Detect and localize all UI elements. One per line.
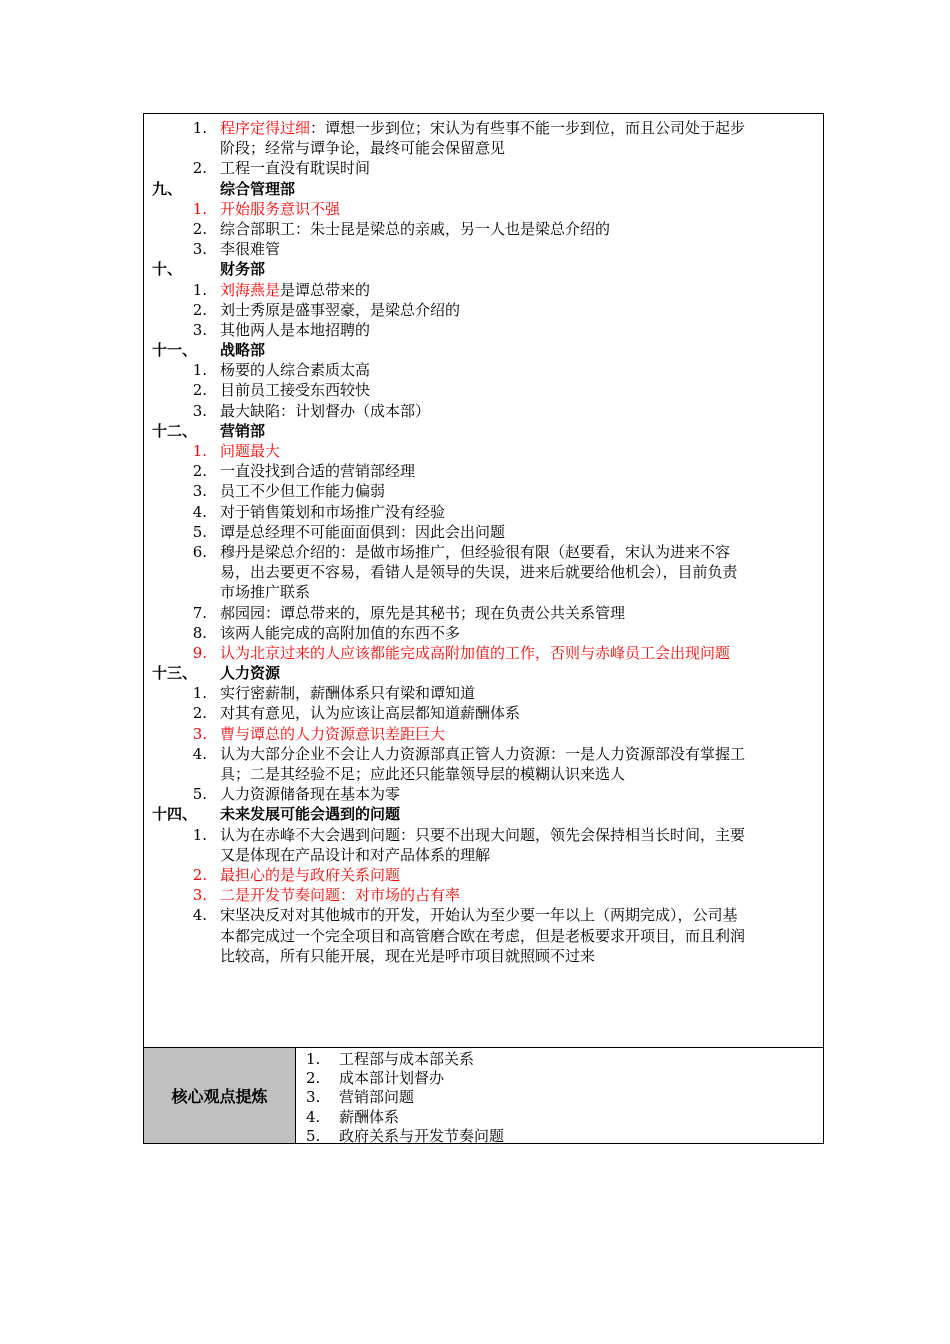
item-text-main: 认为在赤峰不大会遇到问题：只要不出现大问题，领先会保持相当长时间，主要 — [220, 825, 746, 844]
item-number: 2. — [192, 381, 207, 400]
item-text — [220, 825, 814, 845]
item-text-main: 综合部职工：朱士昆是梁总的亲戚，另一人也是梁总介绍的 — [220, 219, 611, 238]
item-number: 1. — [192, 825, 207, 844]
list-item-continuation — [144, 138, 823, 158]
section-number: 九、 — [152, 179, 183, 198]
summary-item-number: 4. — [306, 1107, 321, 1126]
list-item — [144, 825, 823, 845]
item-number: 2. — [192, 865, 207, 884]
section-title: 人力资源 — [220, 664, 281, 683]
section-title: 未来发展可能会遇到的问题 — [220, 805, 401, 824]
list-item — [144, 158, 823, 178]
list-item — [144, 199, 823, 219]
summary-item — [296, 1127, 823, 1146]
item-text — [220, 643, 814, 663]
list-item — [144, 865, 823, 885]
item-text — [220, 360, 814, 380]
summary-item-text: 成本部计划督办 — [339, 1069, 445, 1088]
section-number: 十二、 — [152, 421, 198, 440]
item-number: 9. — [192, 643, 207, 662]
summary-item — [296, 1108, 823, 1127]
item-text-main: 刘海燕是 — [220, 280, 281, 299]
list-item-continuation — [144, 926, 823, 946]
list-item — [144, 744, 823, 764]
item-text-main: 对于销售策划和市场推广没有经验 — [220, 502, 446, 521]
item-text-main: 李很难管 — [220, 240, 281, 259]
item-number: 5. — [192, 785, 207, 804]
section-heading — [144, 340, 823, 360]
list-item — [144, 280, 823, 300]
summary-label: 核心观点提炼 — [144, 1048, 296, 1143]
item-number: 2. — [192, 219, 207, 238]
item-number: 3. — [192, 401, 207, 420]
list-item — [144, 401, 823, 421]
summary-item — [296, 1088, 823, 1107]
item-text — [220, 239, 814, 259]
item-text-main: 程序定得过细 — [220, 119, 311, 137]
list-item — [144, 683, 823, 703]
item-text — [220, 380, 814, 400]
summary-item-number: 1. — [306, 1050, 321, 1068]
item-text-main: 郝园园：谭总带来的，原先是其秘书；现在负责公共关系管理 — [220, 603, 626, 622]
item-number: 4. — [192, 744, 207, 763]
list-item — [144, 885, 823, 905]
item-number: 3. — [192, 320, 207, 339]
section-number: 十四、 — [152, 805, 198, 824]
item-text-main: 开始服务意识不强 — [220, 199, 341, 218]
item-text-main: 其他两人是本地招聘的 — [220, 320, 371, 339]
item-text — [220, 320, 814, 340]
item-text-main: 二是开发节奏问题：对市场的占有率 — [220, 886, 461, 905]
item-text — [220, 401, 814, 421]
item-text — [220, 744, 814, 764]
item-text: 市场推广联系 — [220, 583, 311, 602]
item-text-main: 实行密薪制，薪酬体系只有梁和谭知道 — [220, 684, 476, 703]
item-text-main: 人力资源储备现在基本为零 — [220, 785, 401, 804]
section-title: 营销部 — [220, 421, 266, 440]
item-text — [220, 441, 814, 461]
item-text-main: 谭是总经理不可能面面俱到：因此会出问题 — [220, 522, 506, 541]
item-text — [220, 219, 814, 239]
section-heading — [144, 663, 823, 683]
item-number: 1. — [192, 280, 207, 299]
item-text: 易，出去要更不容易，看错人是领导的失误，进来后就要给他机会），目前负责 — [220, 563, 738, 582]
item-number: 5. — [192, 522, 207, 541]
item-text-main: 目前员工接受东西较快 — [220, 381, 371, 400]
list-item — [144, 441, 823, 461]
summary-item-number: 5. — [306, 1126, 321, 1145]
summary-item — [296, 1050, 823, 1069]
list-item-continuation — [144, 562, 823, 582]
item-text-main: 一直没找到合适的营销部经理 — [220, 462, 416, 481]
summary-item — [296, 1069, 823, 1088]
item-number: 1. — [192, 119, 207, 137]
item-text-main: 认为大部分企业不会让人力资源部真正管人力资源：一是人力资源部没有掌握工 — [220, 744, 746, 763]
list-item — [144, 239, 823, 259]
list-item — [144, 219, 823, 239]
item-number: 2. — [192, 462, 207, 481]
item-number: 1. — [192, 442, 207, 460]
item-text-main: 工程一直没有耽误时间 — [220, 159, 371, 178]
list-item — [144, 905, 823, 925]
list-item — [144, 481, 823, 501]
item-text — [220, 905, 814, 925]
section-title: 战略部 — [220, 341, 266, 360]
item-number: 2. — [192, 300, 207, 319]
summary-item-text: 薪酬体系 — [339, 1107, 400, 1126]
list-item — [144, 623, 823, 643]
item-text-main: 问题最大 — [220, 442, 281, 460]
item-number: 6. — [192, 542, 207, 561]
item-text-main: 穆丹是梁总介绍的：是做市场推广，但经验很有限（赵要看，宋认为进来不容 — [220, 542, 731, 561]
summary-item-text: 营销部问题 — [339, 1088, 415, 1107]
list-item — [144, 724, 823, 744]
summary-item-number: 3. — [306, 1088, 321, 1107]
section-number: 十一、 — [152, 341, 198, 360]
section-heading — [144, 259, 823, 279]
list-item-continuation — [144, 764, 823, 784]
item-text — [220, 158, 814, 178]
list-item — [144, 522, 823, 542]
item-text — [220, 481, 814, 501]
section-heading — [144, 804, 823, 824]
list-item — [144, 380, 823, 400]
item-text — [220, 683, 814, 703]
notes-table — [143, 113, 824, 1144]
section-title: 综合管理部 — [220, 179, 296, 198]
item-text: 阶段；经常与谭争论，最终可能会保留意见 — [220, 139, 506, 158]
item-number: 2. — [192, 704, 207, 723]
item-text — [220, 784, 814, 804]
section-title: 财务部 — [220, 260, 266, 279]
summary-item-text: 工程部与成本部关系 — [339, 1050, 475, 1068]
item-text — [220, 502, 814, 522]
list-item — [144, 502, 823, 522]
item-text — [220, 461, 814, 481]
item-number: 2. — [192, 159, 207, 178]
item-number: 3. — [192, 240, 207, 259]
list-item — [144, 603, 823, 623]
item-text-main: 认为北京过来的人应该都能完成高附加值的工作，否则与赤峰员工会出现问题 — [220, 643, 731, 662]
item-text: 比较高，所有只能开展，现在光是呼市项目就照顾不过来 — [220, 946, 596, 965]
item-text — [220, 703, 814, 723]
item-text-main: 最大缺陷：计划督办（成本部） — [220, 401, 431, 420]
item-text-rest: ：谭想一步到位；宋认为有些事不能一步到位，而且公司处于起步 — [310, 119, 746, 137]
list-item — [144, 300, 823, 320]
item-text-main: 对其有意见，认为应该让高层都知道薪酬体系 — [220, 704, 521, 723]
item-text — [220, 280, 814, 300]
list-item-continuation — [144, 582, 823, 602]
item-text — [220, 865, 814, 885]
item-text — [220, 623, 814, 643]
list-item — [144, 643, 823, 663]
list-item — [144, 320, 823, 340]
item-text: 具；二是其经验不足；应此还只能靠领导层的模糊认识来选人 — [220, 765, 626, 783]
item-number: 3. — [192, 724, 207, 743]
summary-item-number: 2. — [306, 1069, 321, 1088]
list-item — [144, 784, 823, 804]
list-item — [144, 118, 823, 138]
notes-content — [144, 118, 823, 966]
item-text: 本都完成过一个完全项目和高管磨合欧在考虑，但是老板要求开项目，而且利润 — [220, 926, 746, 945]
item-number: 3. — [192, 482, 207, 501]
item-text — [220, 199, 814, 219]
list-item — [144, 360, 823, 380]
item-number: 1. — [192, 684, 207, 703]
item-text-main: 杨要的人综合素质太高 — [220, 361, 371, 380]
list-item — [144, 703, 823, 723]
item-text-main: 宋坚决反对对其他城市的开发，开始认为至少要一年以上（两期完成），公司基 — [220, 906, 738, 925]
item-text: 又是体现在产品设计和对产品体系的理解 — [220, 845, 491, 864]
item-text — [220, 603, 814, 623]
section-heading — [144, 421, 823, 441]
summary-row — [144, 1047, 823, 1143]
item-text — [220, 522, 814, 542]
summary-item-text: 政府关系与开发节奏问题 — [339, 1126, 505, 1145]
list-item — [144, 461, 823, 481]
item-number: 7. — [192, 603, 207, 622]
item-number: 8. — [192, 623, 207, 642]
section-heading — [144, 179, 823, 199]
item-text-rest: 是谭总带来的 — [280, 280, 371, 299]
item-text — [220, 724, 814, 744]
item-text — [220, 885, 814, 905]
list-item — [144, 542, 823, 562]
item-text-main: 刘士秀原是盛事翌豪，是梁总介绍的 — [220, 300, 461, 319]
item-text-main: 最担心的是与政府关系问题 — [220, 865, 401, 884]
item-text-main: 员工不少但工作能力偏弱 — [220, 482, 386, 501]
list-item-continuation — [144, 845, 823, 865]
item-text — [220, 118, 814, 138]
item-text-main: 该两人能完成的高附加值的东西不多 — [220, 623, 461, 642]
list-item-continuation — [144, 946, 823, 966]
item-number: 4. — [192, 906, 207, 925]
item-text — [220, 300, 814, 320]
item-number: 1. — [192, 199, 207, 218]
summary-list — [296, 1050, 823, 1146]
section-number: 十三、 — [152, 664, 198, 683]
item-number: 4. — [192, 502, 207, 521]
item-number: 1. — [192, 361, 207, 380]
item-number: 3. — [192, 886, 207, 905]
item-text — [220, 542, 814, 562]
section-number: 十、 — [152, 260, 183, 279]
item-text-main: 曹与谭总的人力资源意识差距巨大 — [220, 724, 446, 743]
